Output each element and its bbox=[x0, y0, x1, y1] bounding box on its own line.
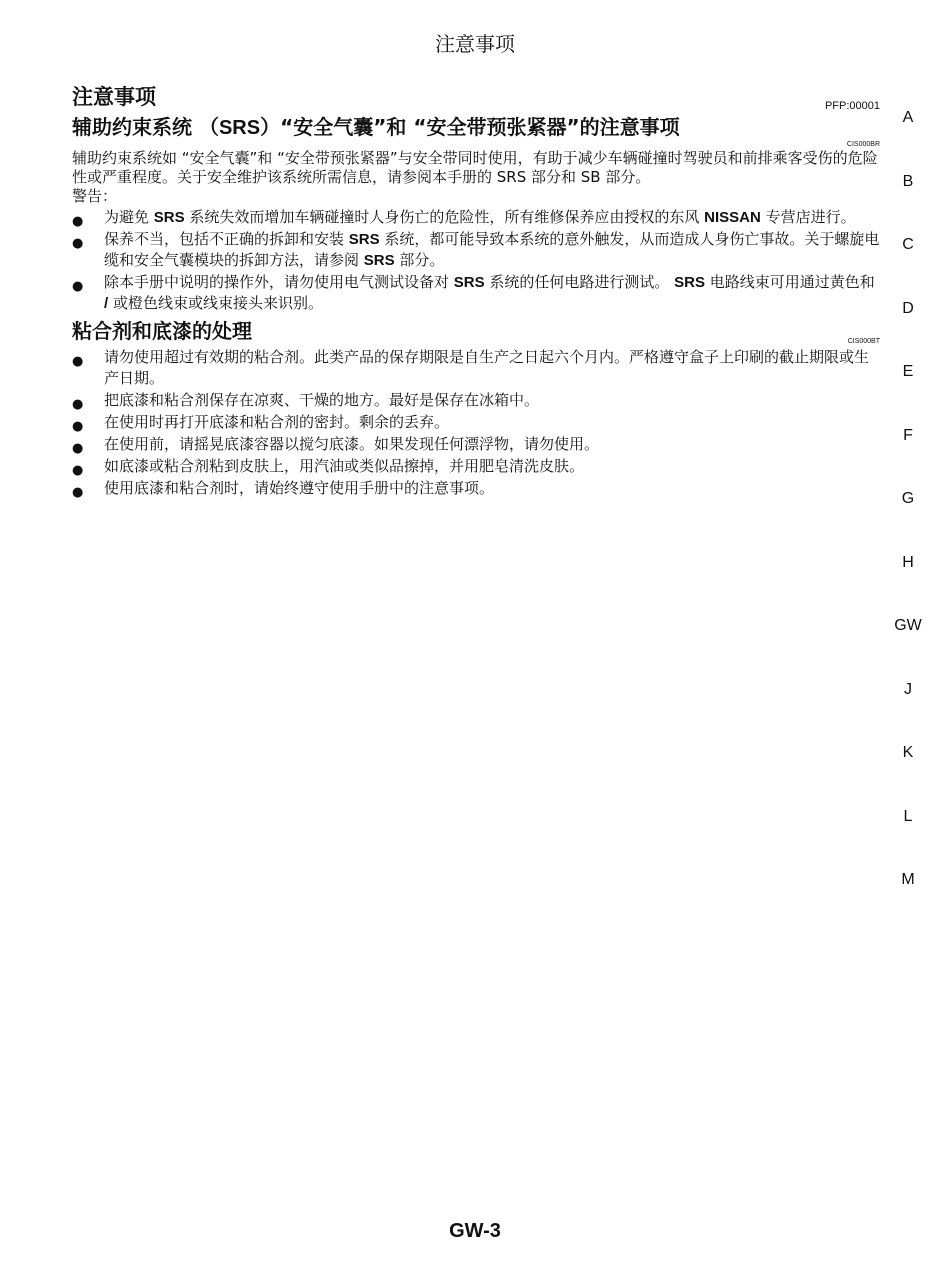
side-index-letter[interactable]: F bbox=[903, 426, 913, 444]
side-index-letter[interactable]: G bbox=[901, 490, 915, 507]
page-number: GW-3 bbox=[449, 1220, 501, 1242]
list-item: ● 把底漆和粘合剂保存在凉爽、干燥的地方。最好是保存在冰箱中。 bbox=[72, 390, 880, 411]
side-index-letter[interactable]: A bbox=[902, 109, 914, 126]
list-item: ● 为避免 SRS 系统失效而增加车辆碰撞时人身伤亡的危险性，所有维修保养应由授权的东风 NISSAN 专营店进行。 bbox=[72, 207, 880, 228]
list-item: ● 在使用时再打开底漆和粘合剂的密封。剩余的丢弃。 bbox=[72, 412, 880, 433]
list-item: ● 使用底漆和粘合剂时，请始终遵守使用手册中的注意事项。 bbox=[72, 478, 880, 499]
part-code: PFP:00001 bbox=[824, 100, 880, 112]
side-index-letter[interactable]: C bbox=[902, 236, 914, 253]
srs-warning-list bbox=[72, 207, 880, 314]
side-index-letter[interactable]: K bbox=[902, 744, 914, 761]
list-item: ● 除本手册中说明的操作外，请勿使用电气测试设备对 SRS 系统的任何电路进行测试。 SRS 电路线束可用通过黄色和 / 或橙色线束或线束接头来识别。 bbox=[72, 272, 880, 314]
page-header: 注意事项 bbox=[435, 32, 515, 56]
srs-intro: 辅助约束系统如 “安全气囊”和 “安全带预张紧器”与安全带同时使用，有助于减少车辆碰撞时驾驶员和前排乘客受伤的危险性或严重程度。关于安全维护该系统所需信息，请参阅本手册的 SRS 部分和 SB 部分。 bbox=[72, 149, 878, 186]
warning-label: 警告： bbox=[72, 187, 118, 205]
adhesive-list bbox=[72, 347, 880, 499]
side-index-letter[interactable]: GW bbox=[894, 617, 922, 634]
adhesive-title: 粘合剂和底漆的处理 bbox=[72, 319, 252, 343]
side-index-letter[interactable]: E bbox=[902, 363, 914, 380]
side-index-letter[interactable]: M bbox=[901, 871, 915, 888]
list-item: ● 在使用前，请摇晃底漆容器以搅匀底漆。如果发现任何漂浮物，请勿使用。 bbox=[72, 434, 880, 455]
side-index-letter[interactable]: H bbox=[902, 553, 914, 571]
side-index bbox=[888, 100, 928, 926]
list-item: ● 请勿使用超过有效期的粘合剂。此类产品的保存期限是自生产之日起六个月内。严格遵守盒子上印刷的截止期限或生产日期。 bbox=[72, 347, 880, 389]
section-code: CIS000BR bbox=[846, 141, 880, 148]
side-index-letter[interactable]: J bbox=[904, 680, 912, 698]
side-index-letter[interactable]: L bbox=[903, 807, 913, 825]
main-content bbox=[72, 82, 880, 500]
list-item: ● 如底漆或粘合剂粘到皮肤上，用汽油或类似品擦掉，并用肥皂清洗皮肤。 bbox=[72, 456, 880, 477]
side-index-letter[interactable]: B bbox=[902, 172, 914, 190]
section-code: CIS000BT bbox=[847, 338, 880, 345]
side-index-letter[interactable]: D bbox=[902, 299, 914, 317]
section-title: 注意事项 bbox=[72, 85, 156, 109]
list-item: ● 保养不当，包括不正确的拆卸和安装 SRS 系统，都可能导致本系统的意外触发，从而造成人身伤亡事故。关于螺旋电缆和安全气囊模块的拆卸方法，请参阅 SRS 部分。 bbox=[72, 229, 880, 271]
srs-title: 辅助约束系统 （SRS）“安全气囊”和 “安全带预张紧器”的注意事项 bbox=[72, 115, 680, 139]
